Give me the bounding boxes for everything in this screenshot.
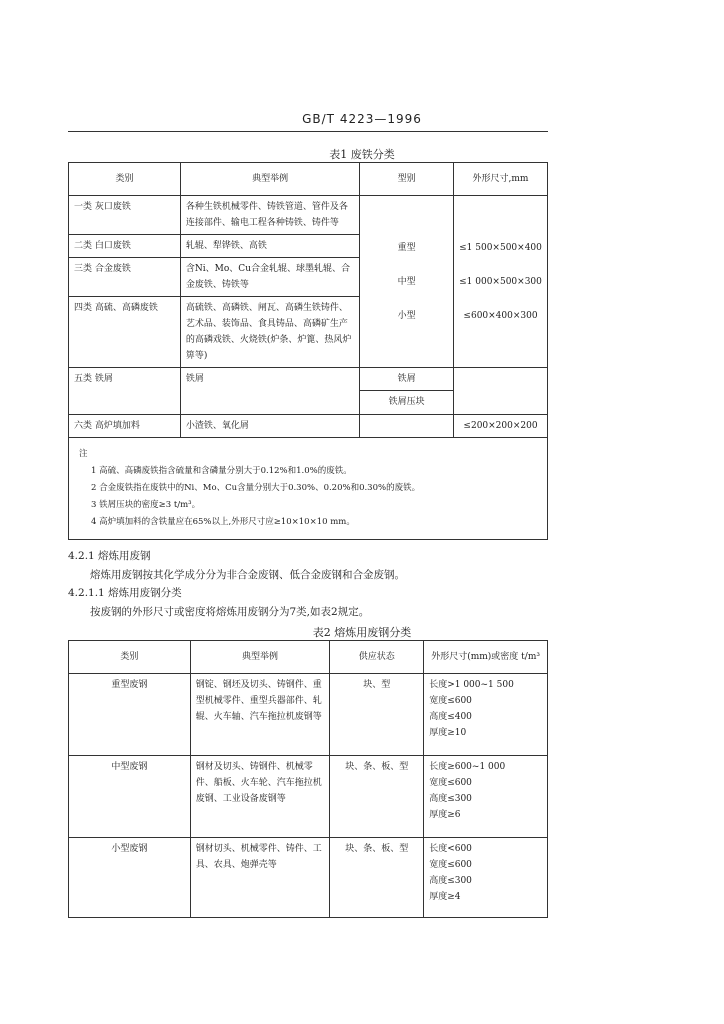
- table1-row4-example: 高硫铁、高磷铁、闸瓦、高磷生铁铸件、艺术品、装饰品、食具铸品、高磷矿生产的高磷戏铁、火烧铁(炉条、炉篦、热风炉箅等): [180, 297, 359, 368]
- table1-header-size: 外形尺寸,mm: [454, 163, 548, 196]
- dim-thickness: 厚度≥4: [429, 892, 461, 902]
- page-header: GB/T 4223—1996: [302, 112, 422, 126]
- size-medium: ≤1 000×500×300: [459, 276, 542, 287]
- table1-caption: 表1 废铁分类: [329, 148, 395, 161]
- note-4: 4 高炉填加料的含铁量应在65%以上,外形尺寸应≥10×10×10 mm。: [91, 517, 355, 527]
- header-rule: [68, 131, 548, 132]
- dim-height: 高度≤300: [429, 794, 472, 804]
- table2-row2-example: 钢材及切头、铸钢件、机械零件、船板、火车轮、汽车拖拉机废钢、工业设备废钢等: [190, 756, 330, 838]
- section-4-2-1-1-paragraph: 按废钢的外形尺寸或密度将熔炼用废钢分为7类,如表2规定。: [90, 606, 370, 618]
- table2-row3-example: 钢材切头、机械零件、铸件、工具、农具、炮弹壳等: [190, 838, 330, 918]
- table1-row6-size: ≤200×200×200: [454, 415, 548, 438]
- table1-row2-example: 轧辊、犁铧铁、高铁: [180, 235, 359, 258]
- table2-caption: 表2 熔炼用废钢分类: [312, 626, 412, 639]
- notes-title: 注: [79, 449, 88, 459]
- size-small: ≤600×400×300: [463, 310, 538, 321]
- table2-row2-state: 块、条、板、型: [330, 756, 424, 838]
- table1-row2-category: 二类 白口废铁: [69, 235, 181, 258]
- dim-length: 长度<600: [429, 844, 472, 854]
- table2-row1-category: 重型废钢: [69, 674, 191, 756]
- table1-header-example: 典型举例: [180, 163, 359, 196]
- table2-melting-scrap: [68, 640, 548, 918]
- table1-type-cell: [360, 196, 454, 368]
- table1-row1-category: 一类 灰口废铁: [69, 196, 181, 235]
- note-3: 3 铁屑压块的密度≥3 t/m³。: [91, 500, 201, 510]
- scrap-type-chips: 铁屑: [360, 368, 453, 391]
- table1-row5-size: [454, 368, 548, 415]
- dim-height: 高度≤400: [429, 712, 472, 722]
- table1-row6-category: 六类 高炉填加料: [69, 415, 181, 438]
- scrap-type-briquette: 铁屑压块: [388, 397, 425, 407]
- table2-row1-dims: [424, 674, 548, 756]
- section-4-2-1-heading: 4.2.1 熔炼用废钢: [68, 550, 151, 562]
- table1-size-cell: [454, 196, 548, 368]
- table2-row2-category: 中型废钢: [69, 756, 191, 838]
- table1-row5-example: 铁屑: [180, 368, 359, 415]
- table2-header-category: 类别: [69, 641, 191, 674]
- dim-length: 长度>1 000~1 500: [429, 680, 514, 690]
- table1-row5-category: 五类 铁屑: [69, 368, 181, 415]
- table1-header-category: 类别: [69, 163, 181, 196]
- table1-row3-category: 三类 合金废铁: [69, 258, 181, 297]
- dim-thickness: 厚度≥10: [429, 728, 467, 738]
- table1-row4-category: 四类 高硫、高磷废铁: [69, 297, 181, 368]
- size-heavy: ≤1 500×500×400: [459, 242, 542, 253]
- section-4-2-1-1-heading: 4.2.1.1 熔炼用废钢分类: [68, 587, 182, 599]
- table2-row3-state: 块、条、板、型: [330, 838, 424, 918]
- table1-header-type: 型别: [360, 163, 454, 196]
- type-medium: 中型: [397, 276, 416, 287]
- table1-scrap-iron: [68, 162, 548, 540]
- dim-width: 宽度≤600: [429, 696, 472, 706]
- table1-notes: [69, 438, 548, 540]
- table2-row2-dims: [424, 756, 548, 838]
- table2-row3-dims: [424, 838, 548, 918]
- type-heavy: 重型: [397, 242, 416, 253]
- note-1: 1 高硫、高磷废铁指含硫量和含磷量分别大于0.12%和1.0%的废铁。: [91, 466, 352, 476]
- table2-row1-example: 钢锭、钢坯及切头、铸钢件、重型机械零件、重型兵器部件、轧辊、火车轴、汽车拖拉机废钢等: [190, 674, 330, 756]
- table1-row6-example: 小渣铁、氧化屑: [180, 415, 359, 438]
- table1-row6-type: [360, 415, 454, 438]
- table2-header-state: 供应状态: [330, 641, 424, 674]
- table1-row1-example: 各种生铁机械零件、铸铁管道、管件及各连接部件、输电工程各种铸铁、铸件等: [180, 196, 359, 235]
- type-small: 小型: [397, 310, 416, 321]
- section-4-2-1-paragraph: 熔炼用废钢按其化学成分分为非合金废钢、低合金废钢和合金废钢。: [90, 569, 405, 581]
- dim-width: 宽度≤600: [429, 778, 472, 788]
- table2-row3-category: 小型废钢: [69, 838, 191, 918]
- dim-width: 宽度≤600: [429, 860, 472, 870]
- dim-thickness: 厚度≥6: [429, 810, 461, 820]
- table2-header-dims: 外形尺寸(mm)或密度 t/m³: [424, 641, 548, 674]
- dim-length: 长度≥600~1 000: [429, 762, 506, 772]
- note-2: 2 合金废铁指在废铁中的Ni、Mo、Cu含量分别大于0.30%、0.20%和0.30%的废铁。: [91, 483, 421, 493]
- table2-header-example: 典型举例: [190, 641, 330, 674]
- dim-height: 高度≤300: [429, 876, 472, 886]
- table1-scrap-type-cell: [360, 368, 454, 415]
- table2-row1-state: 块、型: [330, 674, 424, 756]
- table1-row3-example: 含Ni、Mo、Cu合金轧辊、球墨轧辊、合金废铁、铸铁等: [180, 258, 359, 297]
